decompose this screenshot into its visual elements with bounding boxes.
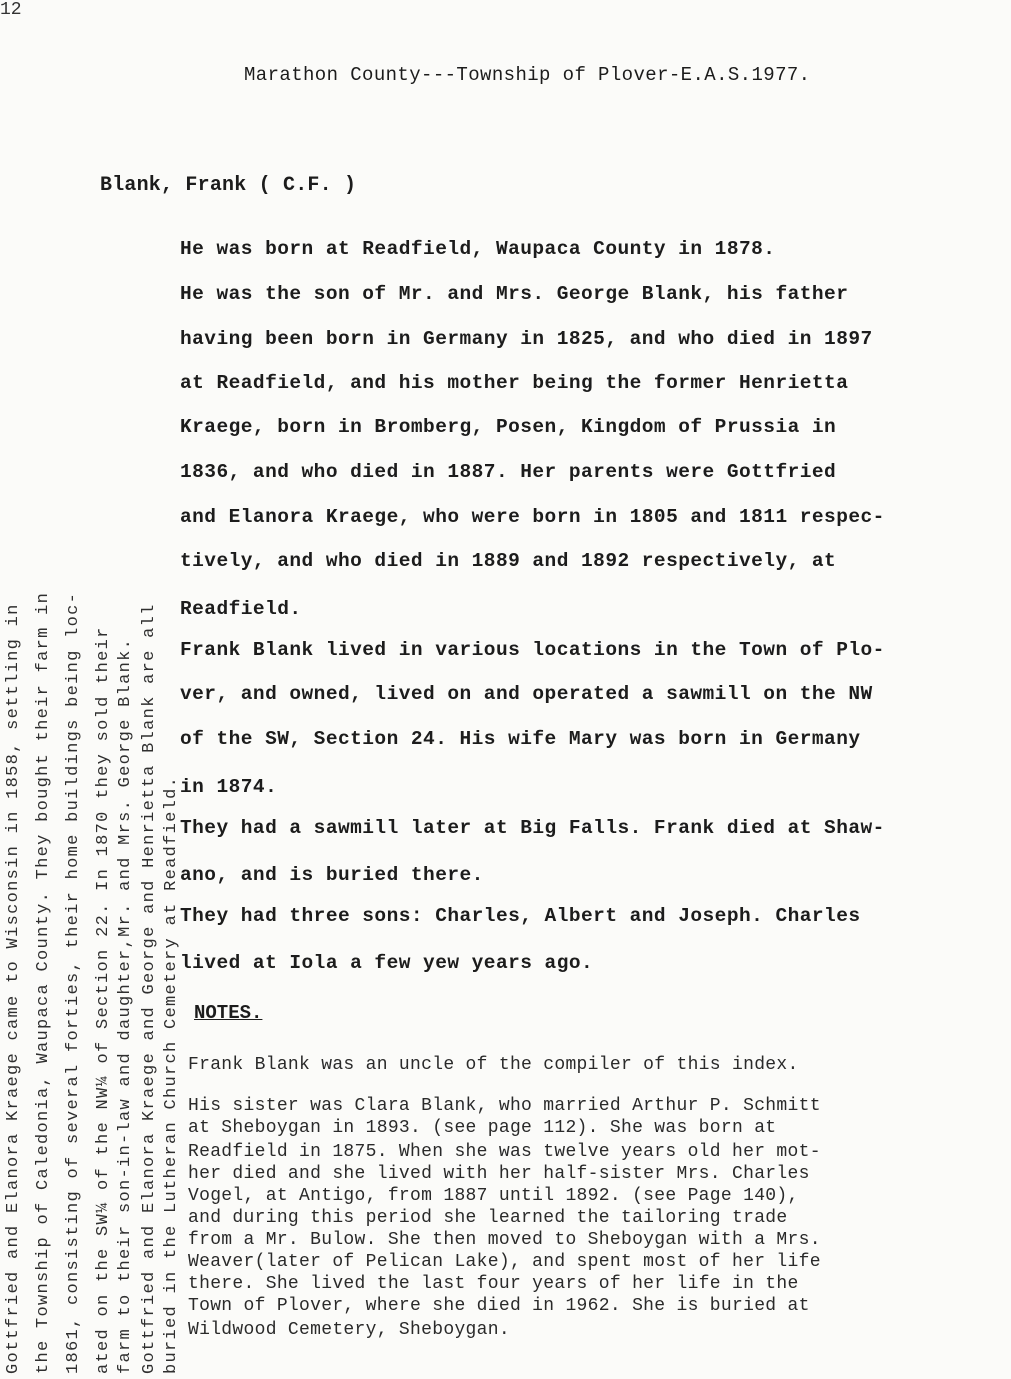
margin-note-line: the Township of Caledonia, Waupaca County. They bought their farm in [34, 591, 53, 1374]
margin-note-line: Gottfried and Elanora Kraege and George and Henrietta Blank are all [140, 603, 159, 1374]
margin-note-line: Gottfried and Elanora Kraege came to Wisconsin in 1858, settling in [4, 603, 23, 1374]
biography-line: and Elanora Kraege, who were born in 1805 and 1811 respec- [180, 506, 885, 528]
note-line: at Sheboygan in 1893. (see page 112). She was born at [188, 1118, 777, 1138]
entry-subject: Blank, Frank ( C.F. ) [100, 174, 357, 197]
biography-line: They had three sons: Charles, Albert and Joseph. Charles [180, 905, 861, 927]
note-line: Readfield in 1875. When she was twelve years old her mot- [188, 1142, 821, 1162]
note-line: her died and she lived with her half-sister Mrs. Charles [188, 1164, 810, 1184]
margin-note-line: farm to their son-in-law and daughter,Mr. and Mrs. George Blank. [116, 637, 135, 1374]
biography-line: having been born in Germany in 1825, and who died in 1897 [180, 328, 873, 350]
biography-line: 1836, and who died in 1887. Her parents were Gottfried [180, 461, 837, 483]
note-line: from a Mr. Bulow. She then moved to Sheboygan with a Mrs. [188, 1230, 821, 1250]
biography-line: Kraege, born in Bromberg, Posen, Kingdom of Prussia in [180, 416, 837, 438]
note-line: there. She lived the last four years of her life in the [188, 1274, 799, 1294]
biography-line: He was the son of Mr. and Mrs. George Blank, his father [180, 283, 849, 305]
biography-line: at Readfield, and his mother being the former Henrietta [180, 372, 849, 394]
biography-line: tively, and who died in 1889 and 1892 respectively, at [180, 550, 837, 572]
page-number: 12 [0, 0, 22, 20]
note-line: Vogel, at Antigo, from 1887 until 1892. (see Page 140), [188, 1186, 799, 1206]
margin-note-line: buried in the Lutheran Church Cemetery at Readfield. [162, 775, 181, 1374]
biography-line: They had a sawmill later at Big Falls. Frank died at Shaw- [180, 817, 885, 839]
biography-line: of the SW, Section 24. His wife Mary was born in Germany [180, 728, 861, 750]
note-line: and during this period she learned the tailoring trade [188, 1208, 788, 1228]
margin-note-line: 1861, consisting of several forties, their home buildings being loc- [64, 591, 83, 1374]
note-line: Frank Blank was an uncle of the compiler of this index. [188, 1055, 799, 1075]
biography-line: ano, and is buried there. [180, 864, 484, 886]
margin-note-line: ated on the SW¼ of the NW¼ of Section 22. In 1870 they sold their [94, 626, 113, 1374]
note-line: His sister was Clara Blank, who married Arthur P. Schmitt [188, 1096, 821, 1116]
biography-line: in 1874. [180, 776, 278, 798]
biography-line: He was born at Readfield, Waupaca County in 1878. [180, 238, 776, 260]
note-line: Weaver(later of Pelican Lake), and spent most of her life [188, 1252, 821, 1272]
biography-line: Readfield. [180, 598, 302, 620]
biography-line: lived at Iola a few yew years ago. [180, 952, 594, 974]
biography-line: ver, and owned, lived on and operated a sawmill on the NW [180, 683, 873, 705]
page-heading: Marathon County---Township of Plover-E.A.S.1977. [244, 64, 811, 86]
note-line: Town of Plover, where she died in 1962. She is buried at [188, 1296, 810, 1316]
note-line: Wildwood Cemetery, Sheboygan. [188, 1320, 510, 1340]
biography-line: Frank Blank lived in various locations in the Town of Plo- [180, 639, 885, 661]
notes-heading: NOTES. [194, 1002, 263, 1024]
